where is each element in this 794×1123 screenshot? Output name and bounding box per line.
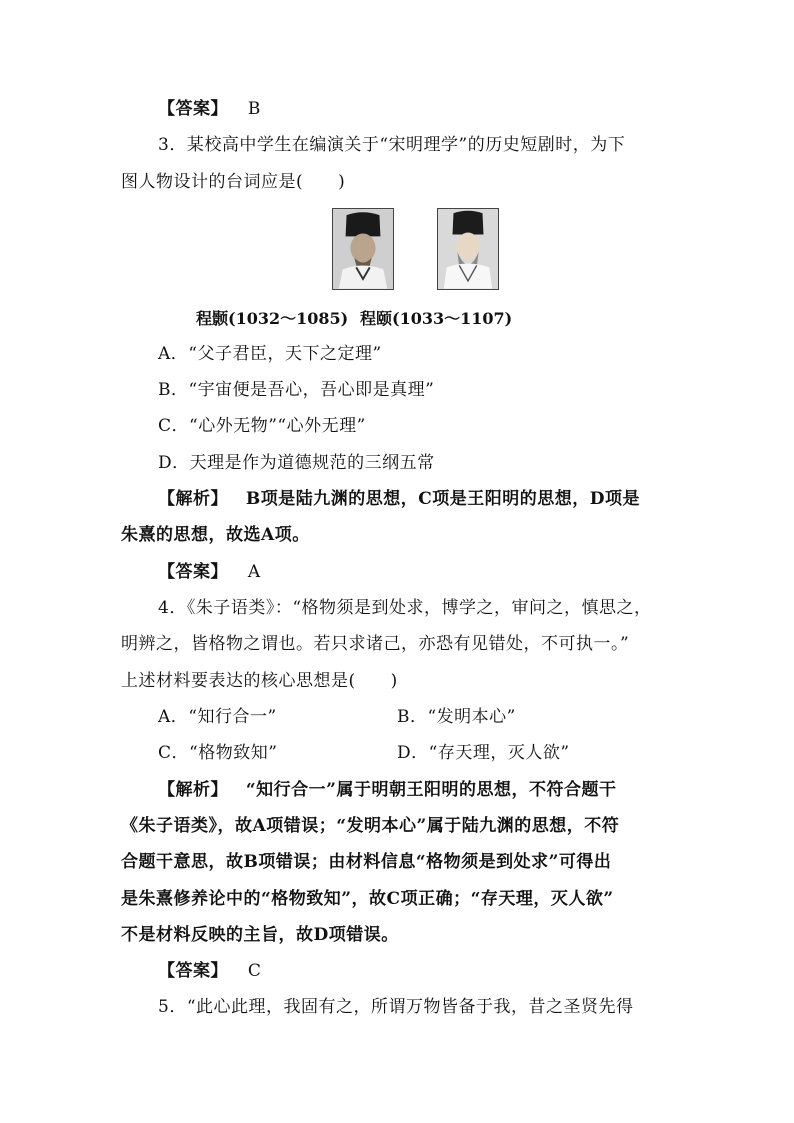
question-3-stem-line-1: 3．某校高中学生在编演关于“宋明理学”的历史短剧时，为下 [158, 135, 626, 155]
portrait-caption-1: 程颢(1032～1085) [196, 309, 349, 328]
question-3-stem-line-2: 图人物设计的台词应是( ) [121, 172, 346, 192]
question-4-analysis-line-5: 不是材料反映的主旨，故D项错误。 [121, 925, 399, 945]
answer-tag: 【答案】 [158, 961, 228, 981]
question-4-option-a: A．“知行合一” [158, 707, 277, 727]
answer-line [158, 98, 261, 120]
answer-tag: 【答案】 [158, 562, 228, 582]
question-3-option-d: D．天理是作为道德规范的三纲五常 [158, 453, 435, 473]
portrait-caption-2: 程颐(1033～1107) [360, 309, 513, 328]
question-3-option-c: C．“心外无物”“心外无理” [158, 416, 366, 436]
question-4-analysis-line-4: 是朱熹修养论中的“格物致知”，故C项正确；“存天理，灭人欲” [121, 889, 614, 909]
answer-value: B [247, 99, 261, 119]
question-4-option-d: D．“存天理，灭人欲” [397, 743, 570, 763]
answer-value: A [247, 562, 261, 582]
question-3-answer-line [158, 561, 261, 583]
question-4-stem-line-1: 4．《朱子语类》：“格物须是到处求，博学之，审问之，慎思之， [158, 598, 652, 618]
analysis-tag: 【解析】 [158, 780, 228, 800]
analysis-text: “知行合一”属于明朝王阳明的思想，不符合题干 [245, 780, 617, 800]
answer-value: C [247, 961, 262, 981]
portrait-cheng-yi [437, 208, 499, 290]
answer-tag: 【答案】 [158, 99, 228, 119]
question-4-analysis-line-1 [158, 779, 616, 801]
analysis-text: B项是陆九渊的思想，C项是王阳明的思想，D项是 [245, 489, 641, 509]
question-4-stem-line-3: 上述材料要表达的核心思想是( ) [121, 671, 398, 691]
question-4-stem-line-2: 明辨之，皆格物之谓也。若只求诸己，亦恐有见错处，不可执一。” [121, 634, 630, 654]
portrait-cheng-hao-image [333, 209, 393, 289]
question-3-option-a: A．“父子君臣，天下之定理” [158, 344, 382, 364]
analysis-tag: 【解析】 [158, 489, 228, 509]
question-3-analysis-line-2: 朱熹的思想，故选A项。 [121, 525, 310, 545]
portrait-cheng-yi-image [438, 209, 498, 289]
question-4-option-b: B．“发明本心” [397, 707, 516, 727]
portrait-cheng-hao [332, 208, 394, 290]
question-3-option-b: B．“宇宙便是吾心，吾心即是真理” [158, 380, 435, 400]
question-4-option-c: C．“格物致知” [158, 743, 278, 763]
question-4-analysis-line-3: 合题干意思，故B项错误；由材料信息“格物须是到处求”可得出 [121, 852, 612, 872]
question-3-analysis-line-1 [158, 488, 640, 510]
question-4-analysis-line-2: 《朱子语类》，故A项错误；“发明本心”属于陆九渊的思想，不符 [121, 816, 620, 836]
question-4-answer-line [158, 960, 261, 982]
question-5-stem-line-1: 5．“此心此理，我固有之，所谓万物皆备于我，昔之圣贤先得 [158, 997, 634, 1017]
